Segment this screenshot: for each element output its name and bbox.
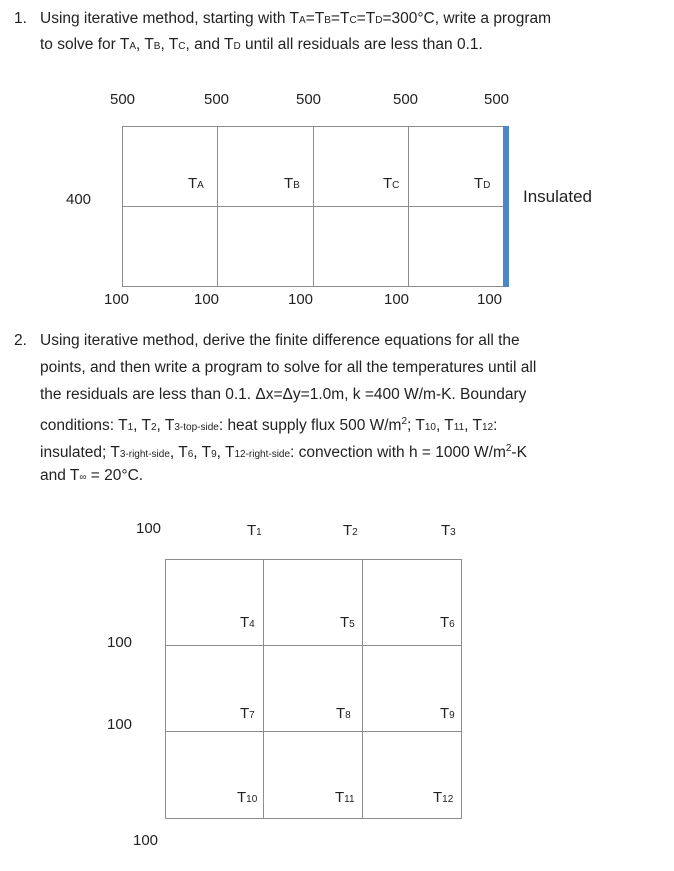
problem-2-line-6: and T∞ = 20°C. — [40, 467, 144, 484]
problem-1-number: 1. — [14, 10, 27, 27]
top-label-3: 500 — [296, 91, 322, 108]
left-label-1: 100 — [107, 634, 133, 651]
problem-2-line-3: the residuals are less than 0.1. Δx=Δy=1.0m, k =400 W/m-K. Boundary — [40, 386, 527, 403]
grid2-line-v3 — [362, 559, 363, 819]
node-label-t11: T11 — [335, 789, 355, 806]
node-label-d: TD — [474, 175, 491, 192]
top-label-4: 500 — [393, 91, 419, 108]
left-label-2: 100 — [107, 716, 133, 733]
grid-line-v4 — [408, 126, 409, 287]
node-label-t4: T4 — [240, 614, 255, 631]
top-left-label: 100 — [136, 520, 162, 537]
grid2-line-v1 — [165, 559, 166, 819]
grid-line-v2 — [217, 126, 218, 287]
top-label-2: 500 — [204, 91, 230, 108]
node-label-t7: T7 — [240, 705, 255, 722]
grid-line-v1 — [122, 126, 123, 287]
grid2-line-v4 — [461, 559, 462, 819]
grid-line-bottom — [122, 286, 507, 287]
problem-2-number: 2. — [14, 332, 27, 349]
node-label-b: TB — [284, 175, 300, 192]
node-label-t12: T12 — [433, 789, 454, 806]
bottom-label: 100 — [133, 832, 159, 849]
problem-2-line-4: conditions: T1, T2, T3-top-side: heat supply flux 500 $W/m^2$; T10, T11, T12: — [40, 416, 498, 435]
grid2-line-v2 — [263, 559, 264, 819]
node-label-t10: T10 — [237, 789, 258, 806]
grid-line-top — [122, 126, 507, 127]
node-label-t8: T8 — [336, 705, 351, 722]
grid2-line-h2 — [165, 645, 462, 646]
bottom-label-1: 100 — [104, 291, 130, 308]
insulated-label: Insulated — [523, 187, 592, 206]
grid2-line-h4 — [165, 818, 462, 819]
problem-2-line-2: points, and then write a program to solve for all the temperatures until all — [40, 359, 537, 376]
node-label-t3: T3 — [441, 522, 456, 539]
top-label-1: 500 — [110, 91, 136, 108]
bottom-label-5: 100 — [477, 291, 503, 308]
problem-2-line-1: Using iterative method, derive the finite difference equations for all the — [40, 332, 520, 349]
node-label-c: TC — [383, 175, 400, 192]
top-label-5: 500 — [484, 91, 510, 108]
grid-line-middle — [122, 206, 507, 207]
node-label-t5: T5 — [340, 614, 355, 631]
node-label-t1: T1 — [247, 522, 262, 539]
node-label-t9: T9 — [440, 705, 455, 722]
bottom-label-2: 100 — [194, 291, 220, 308]
bottom-label-3: 100 — [288, 291, 314, 308]
node-label-t6: T6 — [440, 614, 455, 631]
bottom-label-4: 100 — [384, 291, 410, 308]
grid2-line-h1 — [165, 559, 462, 560]
problem-1-line-2: to solve for TA, TB, TC, and TD until all residuals are less than 0.1. — [40, 36, 483, 53]
grid2-line-h3 — [165, 731, 462, 732]
node-label-t2: T2 — [343, 522, 358, 539]
insulated-boundary — [503, 126, 509, 287]
grid-line-v3 — [313, 126, 314, 287]
left-label: 400 — [66, 191, 92, 208]
node-label-a: TA — [188, 175, 204, 192]
problem-2-line-5: insulated; T3-right-side, T6, T9, T12-right-side: convection with h = 1000 $W/m^2-K$ — [40, 443, 527, 462]
problem-1-line-1: Using iterative method, starting with TA=TB=TC=TD=300°C, write a program — [40, 10, 552, 27]
